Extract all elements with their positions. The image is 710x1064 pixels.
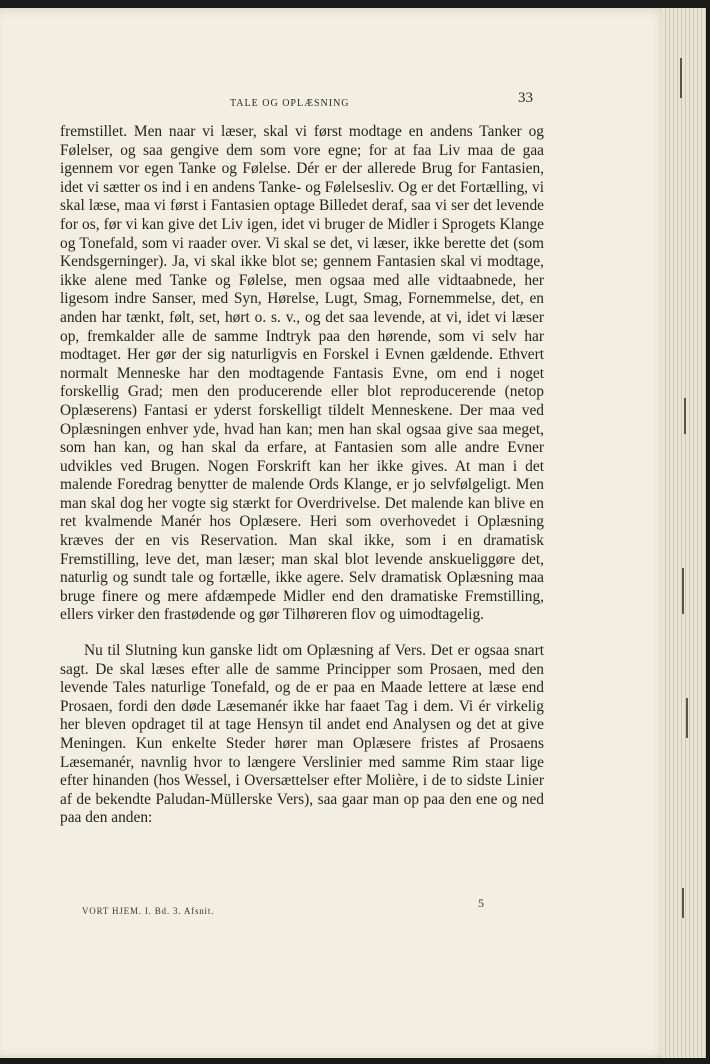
printer-signature: VORT HJEM. I. Bd. 3. Afsnit. [82, 906, 215, 916]
sheet-number: 5 [478, 896, 484, 910]
page-header [0, 90, 668, 110]
page-footer [82, 896, 522, 920]
body-text [60, 123, 544, 828]
page-number: 33 [518, 90, 533, 106]
paragraph: Nu til Slutning kun ganske lidt om Oplæsning af Vers. Det er ogsaa snart sagt. De skal læses efter alle de samme Principper som Prosaen, med den levende Tales naturlige Tonefald, og de er paa en Maade lettere at læse end Prosaen, fordi den døde Læsemanér ikke har faaet Tag i dem. Vi ér virkelig her bleven opdraget til at tage Hensyn til andet end Analysen og det at give Meningen. Kun enkelte Steder hører man Oplæsere fristes af Prosaens Læsemanér, navnlig hvor to længere Verslinier med samme Rim staar lige efter hinanden (hos Wessel, i Oversættelser efter Molière, i de to sidste Linier af de bekendte Paludan-Müllerske Vers), saa gaar man op paa den ene og ned paa den anden: [60, 642, 544, 827]
paragraph: fremstillet. Men naar vi læser, skal vi først modtage en andens Tanker og Følelser, og saa gengive dem som vore egne; for at faa Liv maa de gaa igennem vor egen Tanke og Følelse. Dér er der allerede Brug for Fantasien, idet vi sætter os ind i en andens Tanke- og Følelsesliv. Og er det Fortælling, vi skal læse, maa vi først i Fantasien optage Billedet deraf, saa vi ser det levende for os, før vi kan give det Liv igen, idet vi bruger de Midler i Sprogets Klange og Tonefald, som vi raader over. Vi skal se det, vi læser, ikke berette det (som Kendsgerninger). Ja, vi skal ikke blot se; gennem Fantasien skal vi modtage, ikke alene med Tanke og Følelse, men ogsaa med alle vidtaabnede, her ligesom indre Sanser, med Syn, Hørelse, Lugt, Smag, Fornemmelse, det, en anden har tænkt, følt, set, hørt o. s. v., og det saa levende, at vi, idet vi læser op, fremkalder alle de samme Indtryk paa den hørende, som vi selv har modtaget. Her gør der sig naturligvis en Forskel i Evnen gældende. Ethvert normalt Menneske har den modtagende Fantasis Evne, om end i noget forskellig Grad; men den producerende eller blot reproducerende (netop Oplæserens) Fantasi er yderst forskelligt tildelt Menneskene. Der maa ved Oplæsningen enhver yde, hvad han kan; men han skal ogsaa give saa meget, som han kan, og han skal da erfare, at Fantasien som alle andre Evner udvikles ved Brugen. Nogen Forskrift kan her ikke gives. At man i det malende Foredrag benytter de malende Ords Klange, er jo selvfølgeligt. Men man skal dog her vogte sig stærkt for Overdrivelse. Det malende kan blive en ret kvalmende Manér hos Oplæsere. Heri som overhovedet i Oplæsning kræves der en vis Reservation. Man skal ikke, som i en dramatisk Fremstilling, leve det, man læser; man skal blot levende anskueliggøre det, naturlig og sundt tale og fortælle, ikke agere. Selv dramatisk Oplæsning maa bruge finere og mere afdæmpede Midler end den dramatiske Fremstilling, ellers virker den frastødende og gør Tilhøreren flov og uimodtagelig. [60, 123, 544, 624]
running-title: TALE OG OPLÆSNING [230, 98, 350, 109]
page-edges [662, 8, 706, 1058]
